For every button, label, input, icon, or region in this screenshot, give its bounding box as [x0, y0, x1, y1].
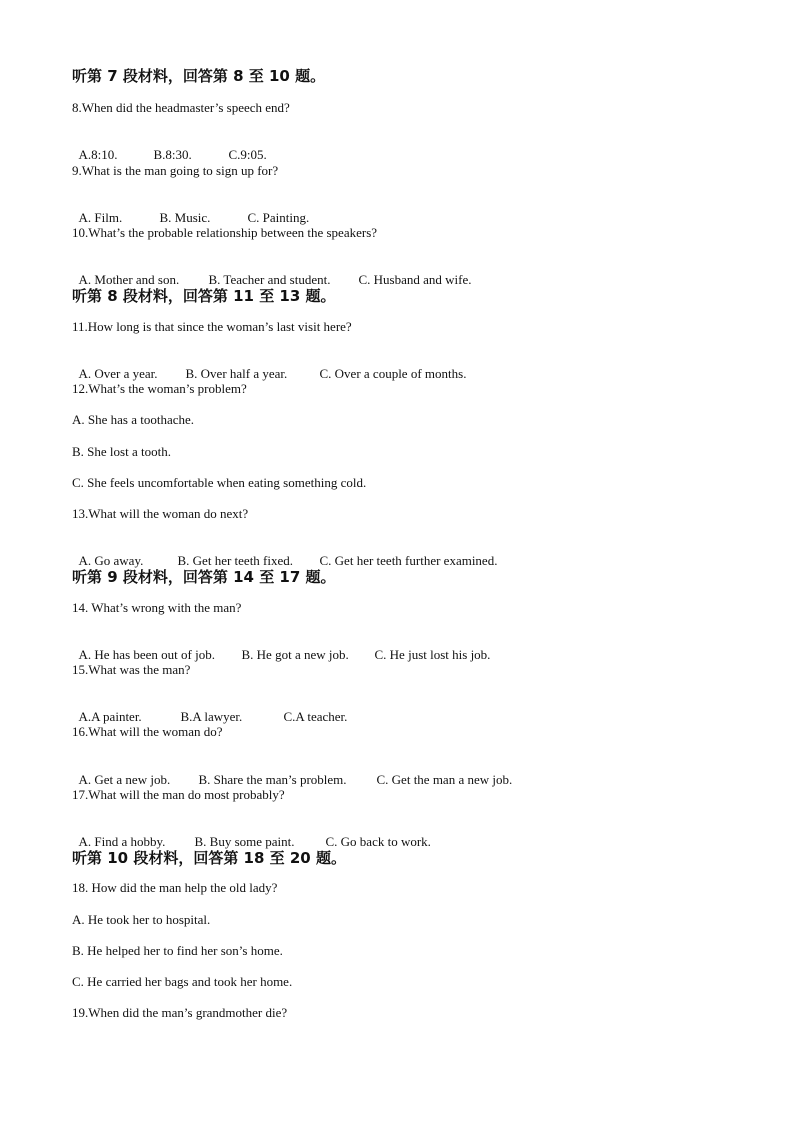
option-8-b: B.8:30. [153, 147, 192, 162]
question-12: 12.What’s the woman’s problem? [72, 381, 247, 396]
question-16: 16.What will the woman do? [72, 724, 223, 739]
option-10-b: B. Teacher and student. [208, 272, 331, 287]
option-12-c: C. She feels uncomfortable when eating something cold. [72, 475, 367, 490]
option-17-c: C. Go back to work. [325, 834, 431, 849]
option-12-a: A. She has a toothache. [72, 412, 195, 427]
options-14 [72, 631, 490, 663]
option-9-c: C. Painting. [247, 210, 310, 225]
option-13-b: B. Get her teeth fixed. [177, 553, 294, 568]
section-heading-8: 听第 8 段材料，回答第 11 至 13 题。 [72, 287, 336, 305]
option-17-b: B. Buy some paint. [194, 834, 295, 849]
option-9-b: B. Music. [159, 210, 211, 225]
question-9: 9.What is the man going to sign up for? [72, 163, 279, 178]
question-15: 15.What was the man? [72, 662, 191, 677]
option-16-c: C. Get the man a new job. [376, 772, 513, 787]
option-11-b: B. Over half a year. [185, 366, 288, 381]
option-15-b: B.A lawyer. [180, 709, 243, 724]
option-18-c: C. He carried her bags and took her home. [72, 974, 293, 989]
option-14-a: A. He has been out of job. [78, 647, 215, 662]
option-17-a: A. Find a hobby. [78, 834, 166, 849]
options-17 [72, 818, 431, 850]
option-18-b: B. He helped her to find her son’s home. [72, 943, 283, 958]
section-heading-7: 听第 7 段材料，回答第 8 至 10 题。 [72, 67, 326, 85]
options-15 [72, 693, 347, 725]
question-14: 14. What’s wrong with the man? [72, 600, 242, 615]
options-8 [72, 131, 267, 163]
option-15-c: C.A teacher. [283, 709, 348, 724]
question-11: 11.How long is that since the woman’s last visit here? [72, 319, 352, 334]
option-15-a: A.A painter. [78, 709, 142, 724]
option-14-b: B. He got a new job. [241, 647, 349, 662]
option-13-c: C. Get her teeth further examined. [319, 553, 498, 568]
option-11-a: A. Over a year. [78, 366, 158, 381]
option-9-a: A. Film. [78, 210, 123, 225]
option-16-b: B. Share the man’s problem. [198, 772, 347, 787]
section-heading-10: 听第 10 段材料，回答第 18 至 20 题。 [72, 849, 346, 867]
option-14-c: C. He just lost his job. [374, 647, 491, 662]
question-8: 8.When did the headmaster’s speech end? [72, 100, 290, 115]
options-9 [72, 194, 309, 226]
option-13-a: A. Go away. [78, 553, 144, 568]
question-19: 19.When did the man’s grandmother die? [72, 1005, 288, 1020]
question-10: 10.What’s the probable relationship between the speakers? [72, 225, 378, 240]
options-13 [72, 537, 497, 569]
option-10-a: A. Mother and son. [78, 272, 180, 287]
question-18: 18. How did the man help the old lady? [72, 880, 278, 895]
option-12-b: B. She lost a tooth. [72, 444, 171, 459]
option-18-a: A. He took her to hospital. [72, 912, 211, 927]
option-16-a: A. Get a new job. [78, 772, 171, 787]
option-10-c: C. Husband and wife. [358, 272, 472, 287]
option-8-a: A.8:10. [78, 147, 118, 162]
options-16 [72, 756, 512, 788]
question-17: 17.What will the man do most probably? [72, 787, 285, 802]
question-13: 13.What will the woman do next? [72, 506, 249, 521]
section-heading-9: 听第 9 段材料，回答第 14 至 17 题。 [72, 568, 336, 586]
options-10 [72, 256, 472, 288]
options-11 [72, 350, 466, 382]
option-8-c: C.9:05. [228, 147, 267, 162]
option-11-c: C. Over a couple of months. [319, 366, 467, 381]
